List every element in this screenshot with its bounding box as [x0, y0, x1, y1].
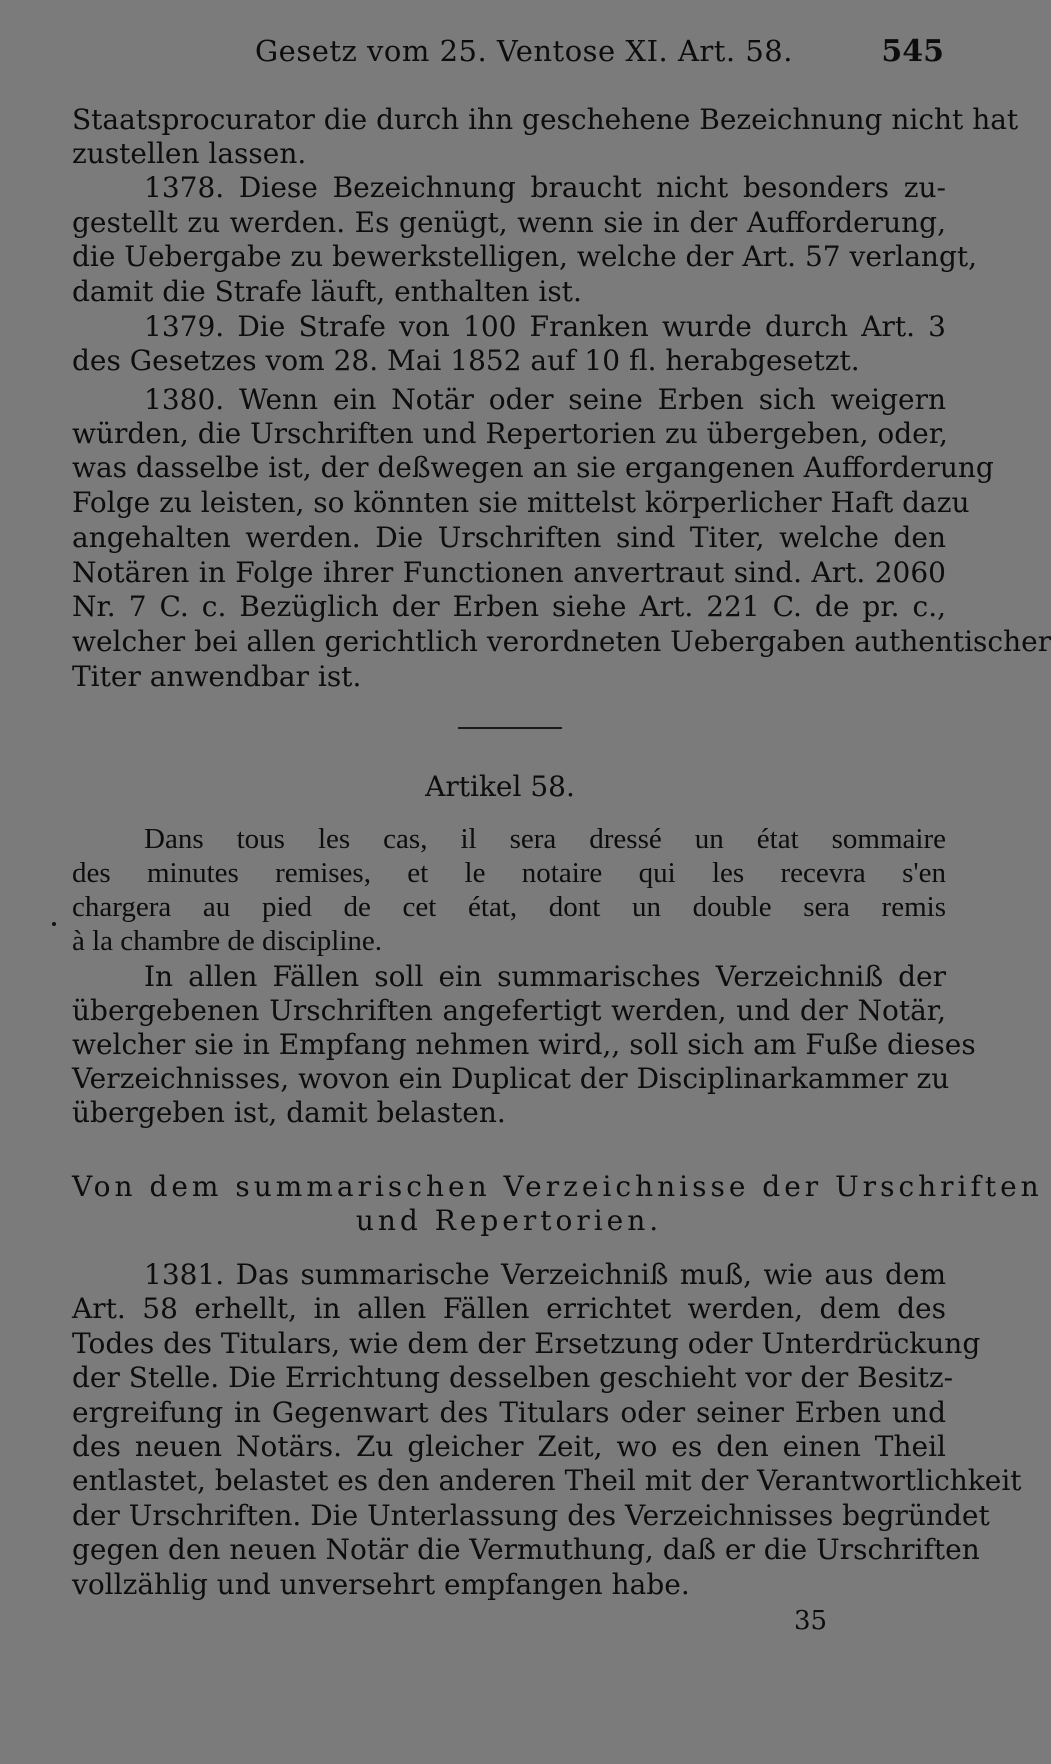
text-line: die Uebergabe zu bewerkstelligen, welche der Art. 57 verlangt, — [72, 240, 978, 273]
margin-dot — [52, 922, 56, 926]
text-line: Notären in Folge ihrer Functionen anvertraut sind. Art. 2060 — [72, 556, 946, 589]
text-line: angehalten werden. Die Urschriften sind Titer, welche den — [72, 521, 946, 554]
text-line: Staatsprocurator die durch ihn geschehene Bezeichnung nicht hat — [72, 103, 1019, 136]
running-head: Gesetz vom 25. Ventose XI. Art. 58. — [255, 34, 793, 68]
text-line: Verzeichnisses, wovon ein Duplicat der Disciplinarkammer zu — [72, 1062, 950, 1095]
page-header — [0, 0, 1000, 80]
text-line: 1378. Diese Bezeichnung braucht nicht besonders zu- — [144, 171, 946, 204]
text-line: gegen den neuen Notär die Vermuthung, daß er die Urschriften — [72, 1533, 980, 1566]
text-line: 1381. Das summarische Verzeichniß muß, wie aus dem — [144, 1258, 946, 1291]
text-line: 1380. Wenn ein Notär oder seine Erben sich weigern — [144, 383, 946, 416]
text-line: welcher sie in Empfang nehmen wird,, soll sich am Fuße dieses — [72, 1028, 976, 1061]
signature-mark: 35 — [794, 1606, 828, 1636]
text-line: Dans tous les cas, il sera dressé un état sommaire — [144, 823, 946, 855]
heading-line: Von dem summarischen Verzeichnisse der Urschriften — [72, 1170, 1043, 1203]
text-line: Todes des Titulars, wie dem der Ersetzung oder Unterdrückung — [72, 1327, 981, 1360]
text-line: des Gesetzes vom 28. Mai 1852 auf 10 fl. herabgesetzt. — [72, 344, 860, 377]
text-line: welcher bei allen gerichtlich verordneten Uebergaben authentischer — [72, 625, 1051, 658]
text-line: In allen Fällen soll ein summarisches Verzeichniß der — [144, 960, 946, 993]
text-line: der Stelle. Die Errichtung desselben geschieht vor der Besitz- — [72, 1361, 954, 1394]
heading-line: und Repertorien. — [355, 1204, 663, 1237]
text-line: damit die Strafe läuft, enthalten ist. — [72, 275, 582, 308]
text-line: des minutes remises, et le notaire qui les recevra s'en — [72, 857, 946, 889]
article-title: Artikel 58. — [425, 770, 575, 803]
text-line: chargera au pied de cet état, dont un double sera remis — [72, 891, 946, 923]
text-line: übergeben ist, damit belasten. — [72, 1096, 506, 1129]
text-line: vollzählig und unversehrt empfangen habe. — [72, 1568, 690, 1601]
text-line: zustellen lassen. — [72, 137, 307, 170]
text-line: ergreifung in Gegenwart des Titulars oder seiner Erben und — [72, 1396, 946, 1429]
text-line: würden, die Urschriften und Repertorien zu übergeben, oder, — [72, 417, 948, 450]
text-line: des neuen Notärs. Zu gleicher Zeit, wo es den einen Theil — [72, 1430, 946, 1463]
text-line: Folge zu leisten, so könnten sie mittelst körperlicher Haft dazu — [72, 486, 970, 519]
text-line: entlastet, belastet es den anderen Theil mit der Verantwortlichkeit — [72, 1464, 1022, 1497]
text-line: Nr. 7 C. c. Bezüglich der Erben siehe Art. 221 C. de pr. c., — [72, 590, 946, 623]
text-line: gestellt zu werden. Es genügt, wenn sie in der Aufforderung, — [72, 206, 946, 239]
text-line: Art. 58 erhellt, in allen Fällen errichtet werden, dem des — [72, 1292, 946, 1325]
text-line: was dasselbe ist, der deßwegen an sie ergangenen Aufforderung — [72, 451, 994, 484]
text-line: 1379. Die Strafe von 100 Franken wurde durch Art. 3 — [144, 310, 946, 343]
text-line: Titer anwendbar ist. — [72, 660, 362, 693]
page-number: 545 — [881, 34, 944, 69]
text-line: übergebenen Urschriften angefertigt werden, und der Notär, — [72, 994, 946, 1027]
text-line: à la chambre de discipline. — [72, 925, 383, 957]
section-divider — [458, 727, 562, 729]
text-line: der Urschriften. Die Unterlassung des Verzeichnisses begründet — [72, 1499, 990, 1532]
